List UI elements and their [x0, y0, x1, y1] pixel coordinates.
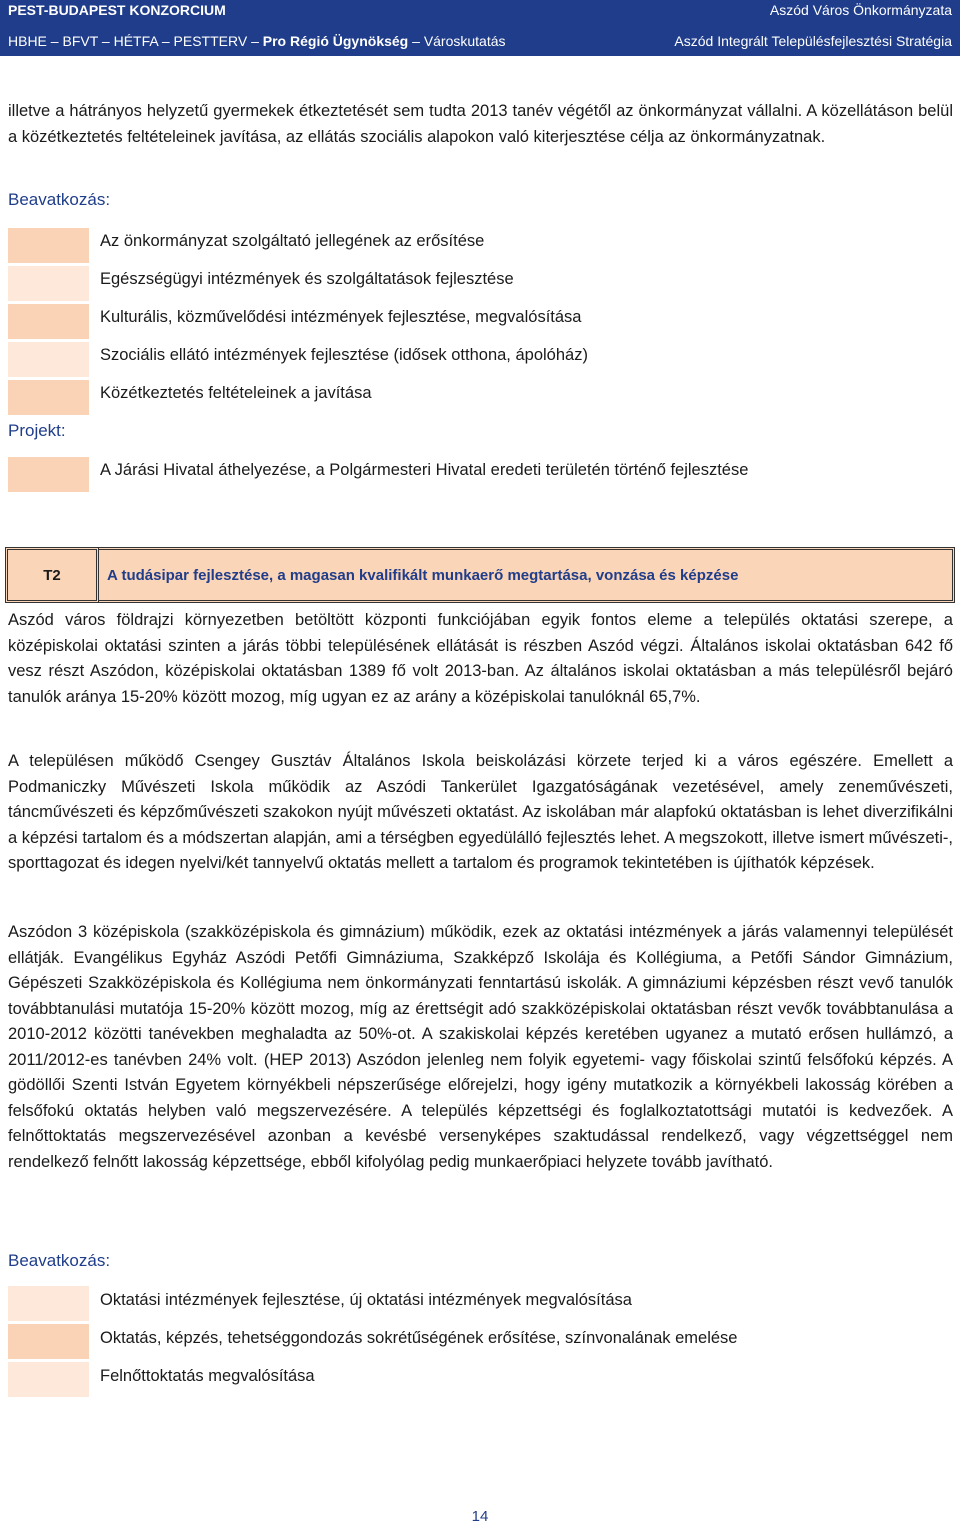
- body-paragraph: Aszód város földrajzi környezetben betöltött központi funkciójában egyik fontos eleme a település oktatási szerepe, a középiskolai oktatási szinten a járás többi településének ellátását is részben Aszód végzi. Általános iskolai oktatásban 642 fő vesz részt Aszódon, középiskolai oktatásban 1389 fő volt 2013-ban. Az általános iskolai oktatásban a más településről bejáró tanulók aránya 15-20% között mozog, míg ugyan ez az arány a középiskolai tanulóknál 65,7%.: [8, 611, 953, 706]
- partner-varoskutatas: Városkutatás: [423, 33, 506, 49]
- intervention-item: Az önkormányzat szolgáltató jellegének az erősítése: [100, 232, 485, 250]
- intervention-marker: [8, 1286, 89, 1321]
- partner-pro-regio: Pro Régió Ügynökség: [262, 33, 409, 49]
- municipality-title: Aszód Város Önkormányzata: [769, 2, 952, 18]
- intervention-item: Egészségügyi intézmények és szolgáltatások fejlesztése: [100, 270, 514, 288]
- intervention-label: Beavatkozás:: [8, 190, 111, 209]
- partner-nav: [8, 32, 506, 50]
- nav-separator: –: [157, 33, 174, 49]
- intervention-item: Oktatási intézmények fejlesztése, új oktatási intézmények megvalósítása: [100, 1291, 632, 1309]
- goal-title: A tudásipar fejlesztése, a magasan kvalifikált munkaerő megtartása, vonzása és képzése: [99, 547, 955, 603]
- intervention-marker: [8, 304, 89, 339]
- partner-pestterv: PESTTERV: [173, 33, 248, 49]
- nav-separator: –: [247, 33, 263, 49]
- intervention-item: Közétkeztetés feltételeinek a javítása: [100, 384, 372, 402]
- project-item: A Járási Hivatal áthelyezése, a Polgármesteri Hivatal eredeti területén történő fejlesztése: [100, 461, 749, 479]
- goal-code: T2: [5, 547, 99, 603]
- consortium-title: PEST-BUDAPEST KONZORCIUM: [8, 2, 226, 18]
- intervention-marker: [8, 1324, 89, 1359]
- intervention-item: Oktatás, képzés, tehetséggondozás sokrétűségének erősítése, színvonalának emelése: [100, 1329, 738, 1347]
- nav-separator: –: [408, 33, 424, 49]
- intervention-marker: [8, 228, 89, 263]
- intervention-item: Szociális ellátó intézmények fejlesztése (idősek otthona, ápolóház): [100, 346, 588, 364]
- partner-hetfa: HÉTFA: [113, 33, 158, 49]
- partner-bfvt: BFVT: [62, 33, 99, 49]
- strategy-subtitle: Aszód Integrált Településfejlesztési Stratégia: [674, 33, 952, 49]
- intervention-marker: [8, 266, 89, 301]
- intervention-marker: [8, 380, 89, 415]
- project-label: Projekt:: [8, 421, 66, 440]
- page-number: 14: [471, 1508, 489, 1525]
- body-paragraph: A településen működő Csengey Gusztáv Általános Iskola beiskolázási körzete terjed ki a város egészére. Emellett a Podmaniczky Művészeti Iskola működik az Aszódi Tankerület Igazgatóságának vezetésével, amely zeneművészeti, táncművészeti és képzőművészeti szakokon nyújt művészeti oktatást. Az iskolában már alapfokú oktatásban is lehet diverzifikálni a képzési tartalom és a módszertan alapján, ami a térségben egyedülálló fejlesztés lehet. A megszokott, illetve ismert művészeti-, sporttagozat és idegen nyelvi/két tannyelvű oktatás mellett a tartalom és programok tekintetében is újíthatók képzések.: [8, 752, 953, 872]
- intervention-item: Felnőttoktatás megvalósítása: [100, 1367, 315, 1385]
- nav-separator: –: [98, 33, 114, 49]
- intervention-marker: [8, 342, 89, 377]
- project-marker: [8, 457, 89, 492]
- nav-separator: –: [46, 33, 63, 49]
- partner-hbhe: HBHE: [8, 33, 47, 49]
- intervention-item: Kulturális, közművelődési intézmények fejlesztése, megvalósítása: [100, 308, 582, 326]
- intervention-label: Beavatkozás:: [8, 1251, 111, 1270]
- goal-header-table: [5, 547, 955, 603]
- intervention-marker: [8, 1362, 89, 1397]
- page-header: [0, 0, 960, 56]
- intro-paragraph: illetve a hátrányos helyzetű gyermekek étkeztetését sem tudta 2013 tanév végétől az önkormányzat vállalni. A közellátáson belül a közétkeztetés feltételeinek javítása, az ellátás szociális alapokon való kiterjesztése célja az önkormányzatnak.: [8, 102, 953, 146]
- body-paragraph: Aszódon 3 középiskola (szakközépiskola és gimnázium) működik, ezek az oktatási intézmények a járás valamennyi települését ellátják. Evangélikus Egyház Aszódi Petőfi Gimnáziuma, Szakképző Iskolája és Kollégiuma, a Petőfi Sándor Gimnázium, Gépészeti Szakközépiskola és Kollégiuma nem önkormányzati fenntartású iskolák. A gimnáziumi képzésben részt vevő tanulók továbbtanulási mutatója 15-20% között mozog, míg az érettségit adó szakközépiskolai oktatásban részt vevők továbbtanulása a 2010-2012 közötti tanévekben meghaladta az 50%-ot. A szakiskolai képzés keretében ugyanez a mutató erősen hullámzó, a 2011/2012-es tanévben 24% volt. (HEP 2013) Aszódon jelenleg nem folyik egyetemi- vagy főiskolai szintű felsőfokú képzés. A gödöllői Szenti István Egyetem környékbeli népszerűsége előrejelzi, hogy igény mutatkozik a környékbeli lakosság körében a felsőfokú oktatás helyben való megszervezésére. A település képzettségi és foglalkoztatottsági mutatói is kedvezőek. A felnőttoktatás megszervezésével azonban a kevésbé versenyképes szaktudással rendelkező, vagy végzettséggel nem rendelkező felnőtt lakosság képzettsége, ebből kifolyólag pedig munkaerőpiaci helyzete tovább javítható.: [8, 923, 953, 1171]
